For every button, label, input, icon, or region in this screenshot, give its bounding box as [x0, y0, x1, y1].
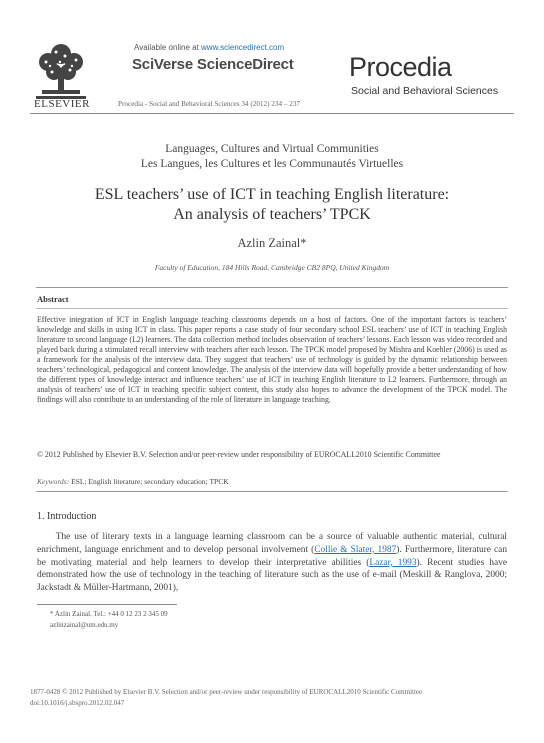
conference-title-fr: Les Langues, les Cultures et les Communautés Virtuelles — [140, 158, 404, 170]
section-heading-introduction: 1. Introduction — [37, 511, 97, 522]
header-divider — [30, 113, 514, 114]
abstract-heading: Abstract — [37, 294, 69, 304]
introduction-paragraph: The use of literary texts in a language learning classroom can be a source of valuable authentic material, cultural enrichment, language enrichment and to develop personal involvement (Collie & Slater, 1987). Furthermore, literature can be motivating material and help learners to develop their interpretative abilities (Lazar, 1993). Recent studies have demonstrated how the use of technology in the teaching of literature such as the use of e-mail (Meskill & Ranglova, 2000; Jackstadt & Müller-Hartmann, 2001), — [37, 532, 508, 594]
keywords-label: Keywords: — [37, 477, 70, 486]
footnote-contact: * Azlin Zainal. Tel.: +44 0 12 23 2 345 09 — [50, 610, 168, 618]
citation-link-collie-slater[interactable]: Collie & Slater, 1987 — [314, 544, 397, 555]
procedia-title: Procedia — [349, 52, 452, 82]
author-name: Azlin Zainal* — [237, 236, 307, 250]
footer-issn-copyright: 1877-0428 © 2012 Published by Elsevier B.V. Selection and/or peer-review under responsibility of EUROCALL2010 Scientific Committee — [30, 688, 423, 696]
abstract-top-divider — [36, 287, 508, 288]
footnote-divider — [37, 604, 177, 605]
citation-link-lazar[interactable]: Lazar, 1993 — [369, 557, 417, 568]
footer-doi: doi:10.1016/j.sbspro.2012.02.047 — [30, 699, 125, 707]
keywords-line — [37, 477, 507, 486]
author-affiliation: Faculty of Education, 184 Hills Road, Cambridge CB2 8PQ, United Kingdom — [154, 263, 390, 272]
journal-citation: Procedia - Social and Behavioral Sciences 34 (2012) 234 – 237 — [118, 100, 301, 108]
article-title-line-1: ESL teachers’ use of ICT in teaching English literature: — [94, 186, 450, 203]
publisher-name: ELSEVIER — [34, 98, 90, 110]
sciencedirect-link[interactable]: www.sciencedirect.com — [201, 43, 285, 52]
abstract-bottom-divider — [36, 491, 508, 492]
availability-notice: Available online at www.sciencedirect.com — [134, 43, 285, 52]
copyright-notice: © 2012 Published by Elsevier B.V. Selection and/or peer-review under responsibility of EUROCALL2010 Scientific Committee — [37, 450, 441, 459]
footnote-email: azlinzainal@um.edu.my — [50, 621, 119, 629]
conference-title-en: Languages, Cultures and Virtual Communities — [165, 143, 379, 155]
abstract-heading-divider — [36, 308, 508, 309]
keywords-list: ESL; English literature; secondary education; TPCK — [69, 477, 229, 486]
sciverse-logo-text: SciVerse ScienceDirect — [132, 56, 294, 73]
article-title-line-2: An analysis of teachers’ TPCK — [173, 206, 371, 223]
abstract-body: Effective integration of ICT in English language teaching classrooms depends on a host of factors. One of the important factors is teachers’ knowledge and skills in using ICT in class. This paper reports a case study of four secondary school ESL teachers’ use of ICT in teaching English literature to second language (L2) learners. The data collection method includes observation of teachers’ lessons. Each lesson was video recorded and played back during a stimulated recall interview with teachers after each lesson. The TPCK model proposed by Mishra and Koehler (2006) is used as a framework for the analysis of the interview data. They suggest that teachers’ use of technology is guided by the dynamic relationship between teachers’ technological, pedagogical and content knowledge. The analysis of the interview data will hopefully provide a better understanding of how the different types of knowledge interact and influence teachers’ use of ICT in teaching English literature to L2 learners. Furthermore, through an analysis of teachers’ use of ICT in teaching specific subject content, this study also hopes to advance the development of the TPCK model. The findings will also contribute to an understanding of the role of literature in language teaching. — [37, 315, 507, 404]
procedia-subtitle: Social and Behavioral Sciences — [351, 85, 499, 97]
elsevier-tree-logo-icon — [30, 40, 92, 104]
